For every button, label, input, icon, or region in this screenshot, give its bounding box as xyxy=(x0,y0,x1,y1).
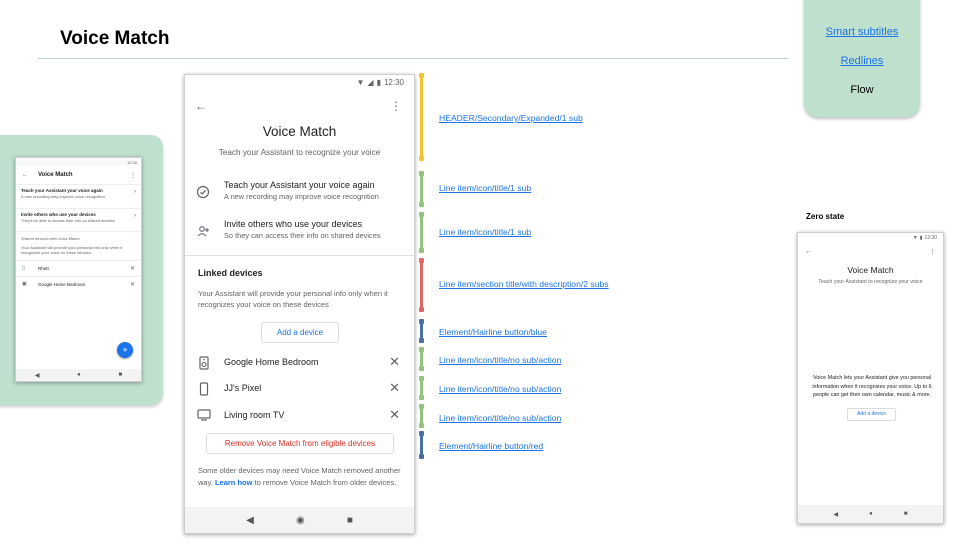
status-time: 12:30 xyxy=(924,234,937,241)
chevron-right-icon: › xyxy=(134,213,136,219)
list-item-invite[interactable] xyxy=(185,214,414,250)
signal-icon: ◢ xyxy=(367,77,374,87)
page-subtitle: Teach your Assistant to recognize your voice xyxy=(818,279,923,285)
nav-back-icon[interactable]: ◀ xyxy=(34,372,40,379)
learn-how-link[interactable]: Learn how xyxy=(214,477,253,487)
device-name: Living room TV xyxy=(224,410,285,420)
annotation-label[interactable]: HEADER/Secondary/Expanded/1 sub xyxy=(439,113,583,123)
person-add-icon xyxy=(196,224,210,238)
list-item-title: Teach your Assistant your voice again xyxy=(224,180,375,190)
list-item-invite[interactable] xyxy=(16,208,141,233)
add-device-button[interactable]: Add a device xyxy=(847,408,896,421)
annotation-marker xyxy=(419,338,424,343)
annotation-marker xyxy=(419,212,424,217)
annotation-marker xyxy=(419,423,424,428)
section-description: Your Assistant will provide your personal info only when it recognizes your voice on these devices xyxy=(198,289,388,309)
annotation-marker xyxy=(419,156,424,161)
close-icon[interactable]: ✕ xyxy=(389,380,400,395)
list-item-subtitle: They'll be able to access their info on shared devices xyxy=(21,218,115,223)
remove-voice-match-button[interactable]: Remove Voice Match from eligible devices xyxy=(206,433,394,454)
system-nav-bar xyxy=(185,507,414,533)
wifi-icon: ▼ xyxy=(356,77,365,87)
speaker-icon: ▣ xyxy=(22,281,27,287)
section-title: Shared devices with Voice Match xyxy=(21,236,80,241)
system-nav-bar xyxy=(798,505,943,523)
annotation-marker xyxy=(419,395,424,400)
nav-recents-icon[interactable]: ■ xyxy=(118,372,123,378)
status-time: 12:30 xyxy=(383,77,404,87)
nav-recents-icon[interactable]: ■ xyxy=(346,514,353,526)
close-icon[interactable]: ✕ xyxy=(389,407,400,422)
device-name: JJ's Pixel xyxy=(224,383,262,393)
device-row xyxy=(185,350,414,376)
section-title: Linked devices xyxy=(198,268,263,278)
device-name: Google Home Bedroom xyxy=(224,357,319,367)
annotation-label[interactable]: Line item/icon/title/no sub/action xyxy=(439,413,562,423)
nav-link-smart-subtitles[interactable]: Smart subtitles xyxy=(825,26,899,38)
status-time: 12:30 xyxy=(126,159,137,165)
chevron-right-icon: › xyxy=(134,189,136,195)
annotation-marker xyxy=(419,248,424,253)
annotation-bracket xyxy=(420,74,423,160)
nav-link-redlines[interactable]: Redlines xyxy=(840,55,884,67)
footer-text: Some older devices may need Voice Match removed another way. xyxy=(198,466,401,487)
device-row xyxy=(16,260,141,275)
nav-home-icon[interactable]: ● xyxy=(77,372,81,378)
annotation-label[interactable]: Element/Hairline button/red xyxy=(439,441,544,451)
nav-card xyxy=(804,0,920,117)
list-item-subtitle: A new recording may improve voice recognition xyxy=(21,194,105,199)
status-bar xyxy=(16,158,141,166)
nav-home-icon[interactable]: ● xyxy=(869,511,873,517)
wifi-icon: ▼ xyxy=(912,234,918,241)
battery-icon: ▮ xyxy=(919,234,923,241)
status-bar xyxy=(798,233,943,242)
device-row xyxy=(16,276,141,291)
annotation-marker xyxy=(419,376,424,381)
section-description: Your Assistant will provide your personal info only when it recognizes your voice on these devices. xyxy=(21,245,123,255)
page-subtitle: Teach your Assistant to recognize your voice xyxy=(218,148,381,157)
annotation-marker xyxy=(419,431,424,436)
close-icon[interactable]: ✕ xyxy=(129,265,135,272)
empty-state-text: Voice Match lets your Assistant give you personal information when it recognizes your voice. Up to 6 people can get their own calendar, music & more. xyxy=(812,375,932,399)
back-arrow-icon[interactable]: ← xyxy=(805,248,812,255)
nav-home-icon[interactable]: ◉ xyxy=(295,514,305,526)
app-bar xyxy=(16,168,141,182)
annotation-marker xyxy=(419,319,424,324)
add-device-button[interactable]: Add a device xyxy=(261,322,339,343)
device-name: Google Home Bedroom xyxy=(38,281,86,287)
section-shared-devices xyxy=(16,231,141,259)
device-name: Rhett xyxy=(38,265,49,271)
app-bar-title: Voice Match xyxy=(38,172,73,178)
title-divider xyxy=(38,58,788,59)
main-phone-screen xyxy=(184,74,415,534)
zero-state-label: Zero state xyxy=(806,212,845,221)
device-row xyxy=(185,403,414,429)
system-nav-bar xyxy=(16,369,141,381)
annotation-label[interactable]: Line item/icon/title/no sub/action xyxy=(439,355,562,365)
annotation-bracket xyxy=(420,259,423,311)
footer-text: to remove Voice Match from older devices. xyxy=(254,477,397,487)
status-bar xyxy=(185,75,414,89)
back-arrow-icon[interactable]: ← xyxy=(22,172,28,178)
annotation-marker xyxy=(419,307,424,312)
back-arrow-icon[interactable]: ← xyxy=(195,99,207,113)
annotation-label[interactable]: Line item/icon/title/no sub/action xyxy=(439,384,562,394)
close-icon[interactable]: ✕ xyxy=(389,354,400,369)
more-vert-icon[interactable]: ⋮ xyxy=(390,99,402,113)
list-item-retrain[interactable] xyxy=(185,175,414,211)
nav-back-icon[interactable]: ◀ xyxy=(833,511,839,518)
list-item-title: Invite others who use your devices xyxy=(224,219,363,229)
slide-title: Voice Match xyxy=(60,28,170,49)
speaker-icon xyxy=(197,356,211,373)
voice-check-icon xyxy=(196,185,210,199)
more-vert-icon[interactable]: ⋮ xyxy=(130,172,136,179)
add-fab-button[interactable]: + xyxy=(117,342,133,358)
small-phone-screen xyxy=(15,157,142,382)
footer-note xyxy=(198,465,403,488)
annotation-label[interactable]: Line item/section title/with description/2 subs xyxy=(439,279,609,289)
close-icon[interactable]: ✕ xyxy=(129,281,135,288)
annotation-marker xyxy=(419,404,424,409)
annotation-marker xyxy=(419,347,424,352)
annotation-marker xyxy=(419,258,424,263)
page-title: Voice Match xyxy=(262,124,337,139)
zero-state-phone-screen xyxy=(797,232,944,524)
annotation-label[interactable]: Line item/icon/title/1 sub xyxy=(439,183,532,193)
annotation-marker xyxy=(419,202,424,207)
section-divider xyxy=(185,255,414,256)
annotation-label[interactable]: Element/Hairline button/blue xyxy=(439,327,547,337)
device-row xyxy=(185,376,414,402)
annotation-marker xyxy=(419,366,424,371)
phone-icon: ▯ xyxy=(22,265,25,271)
nav-back-icon[interactable]: ◀ xyxy=(246,514,254,526)
battery-icon: ▮ xyxy=(376,77,381,87)
more-vert-icon[interactable]: ⋮ xyxy=(929,249,936,256)
list-item-title: Invite others who use your devices xyxy=(21,212,96,217)
annotation-marker xyxy=(419,454,424,459)
annotation-bracket xyxy=(420,213,423,252)
page-title: Voice Match xyxy=(847,265,894,275)
list-item-subtitle: A new recording may improve voice recognition xyxy=(224,192,379,201)
annotation-marker xyxy=(419,73,424,78)
annotation-label[interactable]: Line item/icon/title/1 sub xyxy=(439,227,532,237)
list-item-title: Teach your Assistant your voice again xyxy=(21,188,103,193)
tv-icon xyxy=(197,409,211,424)
annotation-marker xyxy=(419,171,424,176)
smartphone-icon xyxy=(197,382,211,399)
nav-current-flow: Flow xyxy=(850,84,874,96)
list-item-subtitle: So they can access their info on shared devices xyxy=(224,231,381,240)
nav-recents-icon[interactable]: ■ xyxy=(903,511,908,517)
annotation-bracket xyxy=(420,172,423,205)
